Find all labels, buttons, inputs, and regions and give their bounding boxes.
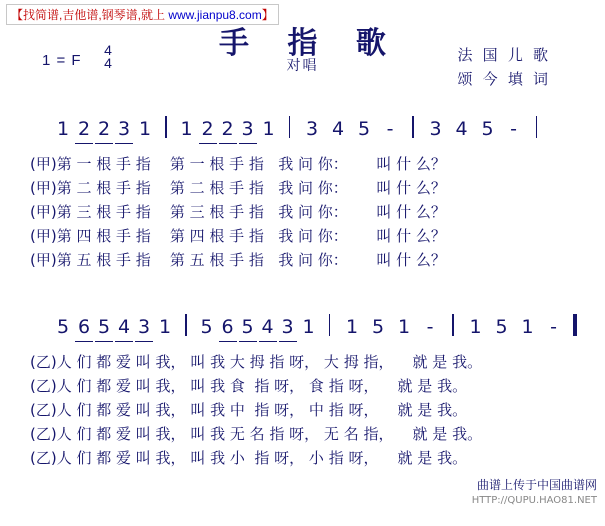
note: 1 bbox=[521, 316, 534, 338]
beam-line bbox=[219, 143, 237, 145]
banner-text-after: 】 bbox=[261, 8, 274, 22]
note: 4 bbox=[455, 118, 468, 140]
measure bbox=[299, 118, 403, 140]
note: 5 bbox=[371, 316, 385, 338]
beam-line bbox=[239, 143, 257, 145]
note: 5 bbox=[238, 316, 258, 338]
note: 3 bbox=[238, 118, 258, 140]
barline bbox=[165, 116, 167, 138]
lyric-line: (甲)第 三 根 手 指 第 三 根 手 指 我 问 你： 叫 什 么？ bbox=[30, 203, 446, 221]
measure bbox=[196, 316, 320, 338]
footer bbox=[472, 478, 597, 508]
music-system-2 bbox=[0, 308, 605, 470]
final-barline bbox=[573, 314, 578, 336]
measure bbox=[176, 118, 280, 140]
lyric-line: (甲)第 二 根 手 指 第 二 根 手 指 我 问 你： 叫 什 么？ bbox=[30, 179, 446, 197]
lyric-line: (乙)人 们 都 爱 叫 我， 叫 我 小 指 呀， 小 指 呀， 就 是 我。 bbox=[30, 449, 468, 467]
note: 2 bbox=[198, 118, 218, 140]
time-signature-denominator: 4 bbox=[104, 55, 112, 71]
notes-row bbox=[0, 308, 605, 338]
note: 5 bbox=[357, 118, 371, 140]
note: 1 bbox=[158, 316, 172, 338]
beam-line bbox=[135, 341, 153, 343]
note: 1 bbox=[262, 118, 275, 140]
beam-line bbox=[95, 143, 113, 145]
lyric-line: (甲)第 四 根 手 指 第 四 根 手 指 我 问 你： 叫 什 么？ bbox=[30, 227, 446, 245]
time-signature-numerator: 4 bbox=[104, 42, 112, 58]
lyric-line: (乙)人 们 都 爱 叫 我， 叫 我 无 名 指 呀， 无 名 指， 就 是 我。 bbox=[30, 425, 483, 443]
beam-line bbox=[115, 341, 133, 343]
note: 1 bbox=[469, 316, 482, 338]
beam-line bbox=[199, 143, 217, 145]
barline-end bbox=[536, 116, 538, 138]
beam-line bbox=[115, 143, 133, 145]
note: - bbox=[386, 118, 394, 140]
beam-line bbox=[259, 341, 277, 343]
note: 4 bbox=[258, 316, 278, 338]
note: 2 bbox=[94, 118, 114, 140]
beam-line bbox=[219, 341, 237, 343]
beam-line bbox=[95, 341, 113, 343]
barline bbox=[185, 314, 187, 336]
note: 4 bbox=[331, 118, 345, 140]
lyrics-block bbox=[0, 152, 605, 272]
note: 1 bbox=[180, 118, 193, 140]
measure bbox=[339, 316, 443, 338]
page-title: 手 指 歌 bbox=[219, 26, 400, 61]
note: 3 bbox=[278, 316, 298, 338]
note: 3 bbox=[305, 118, 319, 140]
note: 5 bbox=[200, 316, 213, 338]
measure bbox=[52, 316, 176, 338]
note: - bbox=[510, 118, 517, 140]
note: 5 bbox=[495, 316, 508, 338]
note: 1 bbox=[56, 118, 70, 140]
lyric-line: (乙)人 们 都 爱 叫 我， 叫 我 大 拇 指 呀， 大 拇 指， 就 是 我。 bbox=[30, 353, 483, 371]
note: 3 bbox=[429, 118, 442, 140]
beam-line bbox=[75, 341, 93, 343]
lyric-line: (乙)人 们 都 爱 叫 我， 叫 我 食 指 呀， 食 指 呀， 就 是 我。 bbox=[30, 377, 468, 395]
key-signature: 1 = F bbox=[42, 52, 82, 69]
note: 3 bbox=[134, 316, 154, 338]
beam-line bbox=[239, 341, 257, 343]
note: 5 bbox=[56, 316, 70, 338]
note: 4 bbox=[114, 316, 134, 338]
note: 5 bbox=[481, 118, 494, 140]
time-signature bbox=[100, 44, 116, 70]
note: 1 bbox=[397, 316, 411, 338]
note: 6 bbox=[74, 316, 94, 338]
barline bbox=[289, 116, 291, 138]
barline bbox=[412, 116, 414, 138]
credit-line-1: 法 国 儿 歌 bbox=[457, 47, 551, 64]
music-system-1 bbox=[0, 110, 605, 272]
measure bbox=[423, 118, 527, 140]
note: 6 bbox=[218, 316, 238, 338]
barline bbox=[329, 314, 331, 336]
measure bbox=[52, 118, 156, 140]
beam-line bbox=[75, 143, 93, 145]
measure bbox=[463, 316, 567, 338]
beam-line bbox=[279, 341, 297, 343]
note: 1 bbox=[345, 316, 359, 338]
note: 2 bbox=[218, 118, 238, 140]
banner-url[interactable]: www.jianpu8.com bbox=[168, 8, 262, 22]
barline bbox=[452, 314, 454, 336]
lyric-line: (乙)人 们 都 爱 叫 我， 叫 我 中 指 呀， 中 指 呀， 就 是 我。 bbox=[30, 401, 468, 419]
note: - bbox=[550, 316, 557, 338]
note: - bbox=[426, 316, 434, 338]
lyrics-block bbox=[0, 350, 605, 470]
note: 1 bbox=[138, 118, 152, 140]
credit-line-2: 颂 今 填 词 bbox=[457, 71, 551, 88]
footer-url-line: HTTP://QUPU.HAO81.NET bbox=[471, 495, 597, 506]
banner-text-before: 【找简谱,吉他谱,钢琴谱,就上 bbox=[11, 8, 169, 22]
note: 2 bbox=[74, 118, 94, 140]
notes-row bbox=[0, 110, 605, 140]
credits bbox=[457, 44, 551, 92]
note: 3 bbox=[114, 118, 134, 140]
note: 5 bbox=[94, 316, 114, 338]
song-subtitle: 对唱 bbox=[286, 57, 319, 73]
footer-site-line: 曲谱上传于中国曲谱网 bbox=[476, 478, 597, 492]
lyric-line: (甲)第 五 根 手 指 第 五 根 手 指 我 问 你： 叫 什 么？ bbox=[30, 251, 446, 269]
note: 1 bbox=[302, 316, 315, 338]
lyric-line: (甲)第 一 根 手 指 第 一 根 手 指 我 问 你： 叫 什 么？ bbox=[30, 155, 446, 173]
